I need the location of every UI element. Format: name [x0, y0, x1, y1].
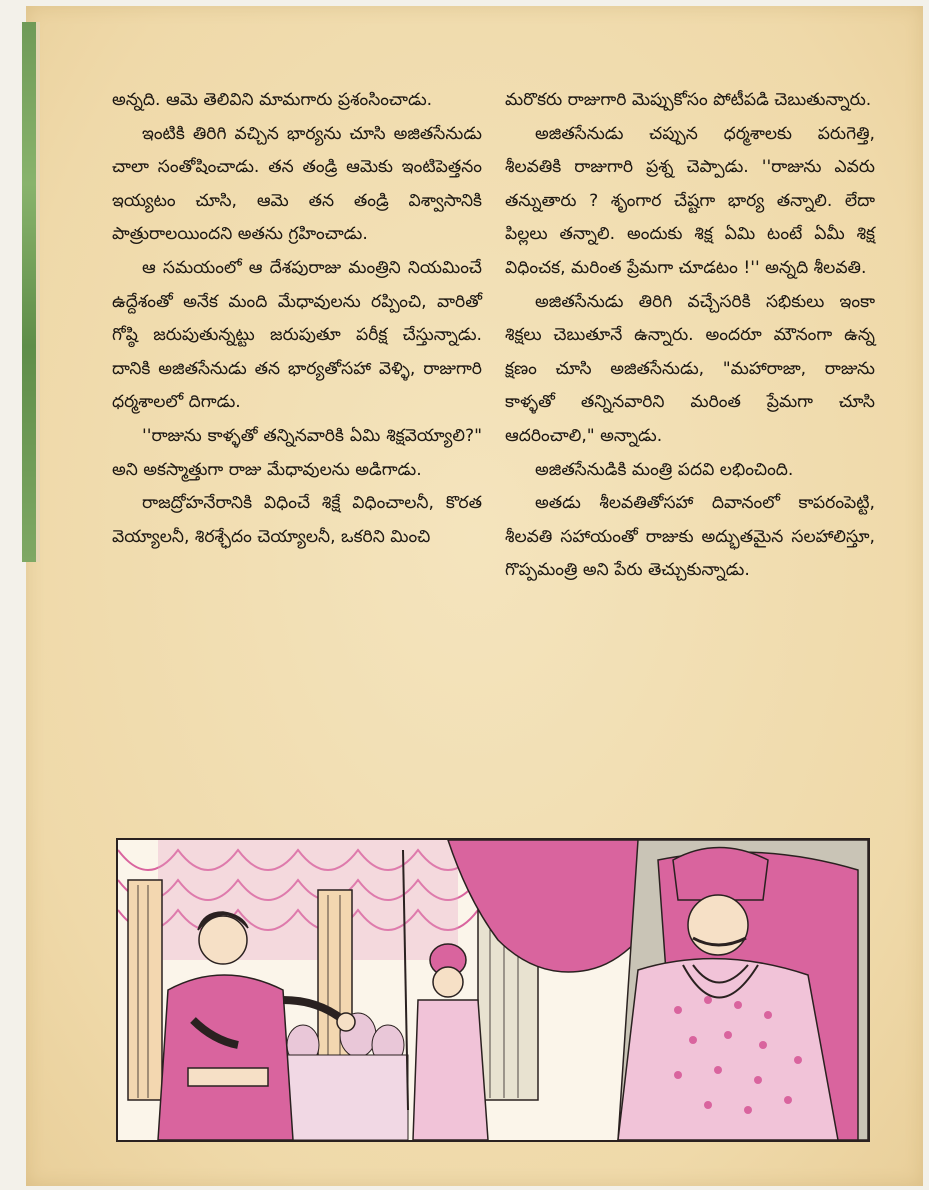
paragraph: ''రాజును కాళ్ళతో తన్నినవారికి ఏమి శిక్షవెయ్యాలి?" అని అకస్మాత్తుగా రాజు మేధావులను అడిగాడు.: [112, 425, 482, 480]
paragraph: అతడు శీలవతితోసహా దివానంలో కాపరంపెట్టి, శీలవతి సహాయంతో రాజుకు అద్భుతమైన సలహాలిస్తూ, గొప్పమంత్రి అని పేరు తెచ్చుకున్నాడు.: [505, 493, 875, 581]
page-edge: [36, 22, 40, 562]
court-scene-illustration: [116, 838, 870, 1142]
paragraph: రాజద్రోహనేరానికి విధించే శిక్షే విధించాలనీ, కొరత వెయ్యాలనీ, శిరశ్ఛేదం చెయ్యాలనీ, ఒకరిని మించి: [112, 493, 482, 547]
paragraph: అజితసేనుడికి మంత్రి పదవి లభించింది.: [535, 459, 794, 480]
book-spine: [22, 22, 37, 562]
left-text-column: [112, 84, 482, 554]
paragraph: అన్నది. ఆమె తెలివిని మామగారు ప్రశంసించాడు.: [112, 90, 433, 110]
paragraph: మరొకరు రాజుగారి మెప్పుకోసం పోటీపడి చెబుతున్నారు.: [505, 90, 872, 110]
right-text-column: [505, 84, 875, 588]
paragraph: ఇంటికి తిరిగి వచ్చిన భార్యను చూసి అజితసేనుడు చాలా సంతోషించాడు. తన తండ్రి ఆమెకు ఇంటిపెత్తనం ఇయ్యటం చూసి, ఆమె తన తండ్రి విశ్వాసానికి పాత్రురాలయిందని అతను గ్రహించాడు.: [112, 123, 482, 245]
paragraph: అజితసేనుడు చప్పున ధర్మశాలకు పరుగెత్తి, శీలవతికి రాజుగారి ప్రశ్న చెప్పాడు. ''రాజును ఎవరు తన్నుతారు ? శృంగార చేష్టగా భార్య తన్నాలి. లేదా పిల్లలు తన్నాలి. అందుకు శిక్ష ఏమి టంటే ఏమీ శిక్ష విధించక, మరింత ప్రేమగా చూడటం !'' అన్నది శీలవతి.: [505, 123, 875, 278]
paragraph: అజితసేనుడు తిరిగి వచ్చేసరికి సభికులు ఇంకా శిక్షలు చెబుతూనే ఉన్నారు. అందరూ మౌనంగా ఉన్న క్షణం చూసి అజితసేనుడు, "మహారాజా, రాజును కాళ్ళతో తన్నినవారిని మరింత ప్రేమగా చూసి ఆదరించాలి," అన్నాడు.: [505, 291, 875, 446]
paragraph: ఆ సమయంలో ఆ దేశపురాజు మంత్రిని నియమించే ఉద్దేశంతో అనేక మంది మేధావులను రప్పించి, వారితో గోష్ఠి జరుపుతున్నట్టు జరుపుతూ పరీక్ష చేస్తున్నాడు. దానికి అజితసేనుడు తన భార్యతోసహా వెళ్ళి, రాజుగారి ధర్మశాలలో దిగాడు.: [112, 257, 482, 413]
